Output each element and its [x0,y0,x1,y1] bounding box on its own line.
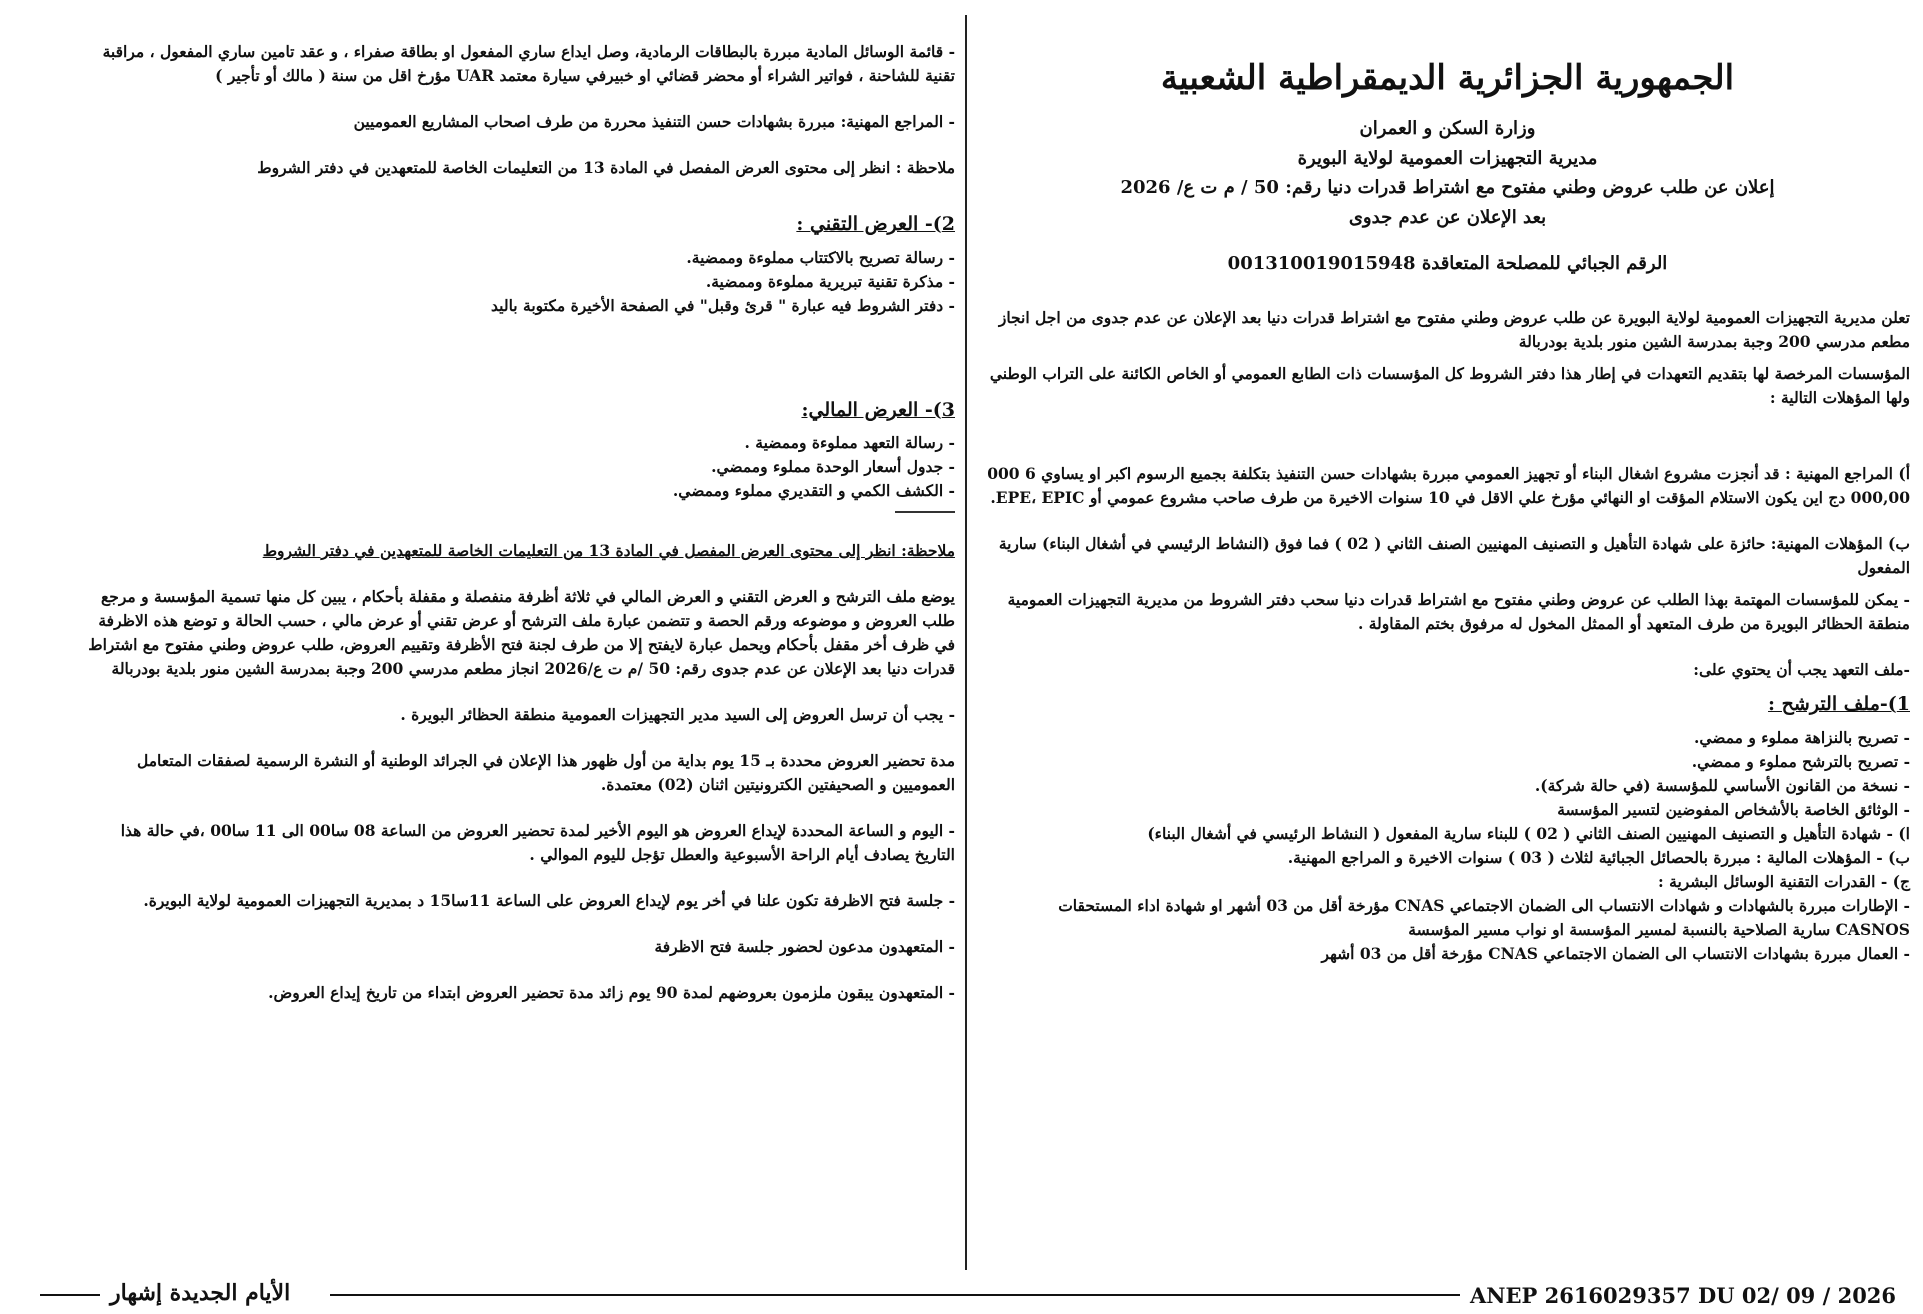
requirement-b: ب) المؤهلات المهنية: حائزة على شهادة التأهيل و التصنيف المهنيين الصنف الثاني ( 02 ) فما فوق (النشاط الرئيسي في أشغال البناء) سارية المفعول [998,534,1910,578]
withdraw-paragraph: - يمكن للمؤسسات المهتمة بهذا الطلب عن عروض وطني مفتوح مع اشتراط قدرات دنيا سحب دفتر الشروط من مديرية التجهيزات العمومية منطقة الحظائر البويرة من طرف المتعهد أو الممثل المخول له مرفوق بختم المقاولة . [1007,590,1910,634]
footer-rule-middle [330,1294,1460,1296]
financial-item-1: - رسالة التعهد مملوءة وممضية . [744,432,955,452]
note-1: ملاحظة : انظر إلى محتوى العرض المفصل في المادة 13 من التعليمات الخاصة للمتعهدين في دفتر الشروط [257,158,955,178]
requirement-a: أ) المراجع المهنية : قد أنجزت مشروع اشغال البناء أو تجهيز العمومي مبررة بشهادات حسن التنفيذ بتكلفة بجميع الرسوم اكبر او يساوي 6 000 000,00 دج اين يكون الاستلام المؤقت او النهائي مؤرخ علي الاقل في 10 سنوات الاخيرة من طرف صاحب مشروع عمومي أو EPE، EPIC. [987,464,1910,508]
technical-item-1: - رسالة تصريح بالاكتتاب مملوءة وممضية. [686,247,955,267]
candidacy-item-1: - تصريح بالنزاهة مملوء و ممضي. [1693,727,1910,747]
professional-references: - المراجع المهنية: مبررة بشهادات حسن التنفيذ محررة من طرف اصحاب المشاريع العموميين [353,112,955,132]
left-column [85,40,955,1013]
offers-validity: - المتعهدون يبقون ملزمون بعروضهم لمدة 90 يوم زائد مدة تحضير العروض ابتداء من تاريخ إيداع العروض. [268,983,955,1003]
technical-item-3: - دفتر الشروط فيه عبارة " قرئ وقبل" في الصفحة الأخيرة مكتوبة باليد [491,295,955,315]
candidacy-item-9: - العمال مبررة بشهادات الانتساب الى الضمان الاجتماعي CNAS مؤرخة أقل من 03 أشهر [1321,943,1910,963]
deadline-paragraph: - اليوم و الساعة المحددة لإيداع العروض هو اليوم الأخير لمدة تحضير العروض من الساعة 08 سا00 الى 11 سا00 ،في حالة هذا التاريخ يصادف أيام الراحة الأسبوعية والعطل تؤجل لليوم الموالي . [120,821,955,865]
intro-paragraph-2: المؤسسات المرخصة لها بتقديم التعهدات في إطار هذا دفتر الشروط كل المؤسسات ذات الطابع العمومي أو الخاص الكائنة على التراب الوطني ولها المؤهلات التالية : [989,364,1910,408]
republic-title: الجمهورية الجزائرية الديمقراطية الشعبية [1160,58,1735,98]
file-must-contain: -ملف التعهد يجب أن يحتوي على: [1693,660,1910,680]
material-means: - قائمة الوسائل المادية مبررة بالبطاقات الرمادية، وصل ايداع ساري المفعول او بطاقة صفراء ، و عقد تامين ساري المفعول ، مراقبة تقنية للشاحنة ، فواتير الشراء أو محضر قضائي او خبيرفي سيارة معتمد UAR مؤرخ اقل من سنة ( مالك أو تأجير ) [102,42,955,86]
footer-rule-left [40,1294,100,1296]
candidacy-item-2: - تصريح بالترشح مملوء و ممضي. [1691,751,1910,771]
candidacy-item-6: ب) - المؤهلات المالية : مبررة بالحصائل الجبائية لثلاث ( 03 ) سنوات الاخيرة و المراجع المهنية. [1287,847,1910,867]
candidacy-item-4: - الوثائق الخاصة بالأشخاص المفوضين لتسير المؤسسة [1557,799,1910,819]
candidacy-item-3: - نسخة من القانون الأساسي للمؤسسة (في حالة شركة). [1534,775,1910,795]
newspaper-name: الأيام الجديدة إشهار [110,1280,291,1306]
column-divider [965,15,967,1270]
preparation-duration: مدة تحضير العروض محددة بـ 15 يوم بداية من أول ظهور هذا الإعلان في الجرائد الوطنية أو النشرة الرسمية لصفقات المتعامل العموميين و الصحيفتين الكترونيتين اثنان (02) معتمدة. [136,751,955,795]
notice-title: إعلان عن طلب عروض وطني مفتوح مع اشتراط قدرات دنيا رقم: 50 / م ت ع/ 2026 [1120,177,1775,199]
opening-session: - جلسة فتح الاظرفة تكون علنا في أخر يوم لإيداع العروض على الساعة 11سا15 د بمديرية التجهيزات العمومية لولاية البويرة. [143,891,955,911]
after-notice: بعد الإعلان عن عدم جدوى [1348,207,1547,229]
financial-offer-heading: 3)- العرض المالي: [801,398,955,421]
tax-id: الرقم الجبائي للمصلحة المتعاقدة 001310019015948 [1227,253,1668,275]
ministry-name: وزارة السكن و العمران [1359,117,1536,139]
candidacy-item-8: - الإطارات مبررة بالشهادات و شهادات الانتساب الى الضمان الاجتماعي CNAS مؤرخة أقل من 03 أشهر او شهادة اداء المستحقات CASNOS سارية الصلاحية بالنسبة لمسير المؤسسة او نواب مسير المؤسسة [1058,895,1910,939]
financial-item-2: - جدول أسعار الوحدة مملوء وممضي. [711,457,955,476]
technical-item-2: - مذكرة تقنية تبريرية مملوءة وممضية. [705,271,955,291]
note-2: ملاحظة: انظر إلى محتوى العرض المفصل في المادة 13 من التعليمات الخاصة للمتعهدين في دفتر الشروط [262,541,955,561]
right-column [985,40,1910,966]
candidacy-heading: 1)-ملف الترشح : [1768,693,1910,716]
intro-paragraph-1: تعلن مديرية التجهيزات العمومية لولاية البويرة عن طلب عروض وطني مفتوح مع اشتراط قدرات دنيا بعد الإعلان عن عدم جدوى من اجل انجاز مطعم مدرسي 200 وجبة بمدرسة الشين منور بلدية بودربالة [998,308,1910,352]
packaging-paragraph: يوضع ملف الترشح و العرض التقني و العرض المالي في ثلاثة أظرفة منفصلة و مقفلة بأحكام ، يبين كل منها تسمية المؤسسة و مرجع طلب العروض و موضوعه ورقم الحصة و تتضمن عبارة ملف الترشح أو عرض تقني أو عرض مالي ، حسب الحالة و توضع هذه الاظرفة في ظرف أخر مقفل بأحكام ويحمل عبارة لايفتح إلا من طرف لجنة فتح الأظرفة وتقييم العروض، طلب عروض وطني مفتوح مع اشتراط قدرات دنيا بعد الإعلان عن عدم جدوى رقم: 50 /م ت ع/2026 انجاز مطعم مدرسي 200 وجبة بمدرسة الشين منور بلدية بودربالة [88,587,955,679]
send-offers: - يجب أن ترسل العروض إلى السيد مدير التجهيزات العمومية منطقة الحظائر البويرة . [400,705,955,725]
anep-reference: ANEP 2616029357 DU 02/ 09 / 2026 [1470,1283,1897,1308]
technical-offer-heading: 2)- العرض التقني : [796,213,955,236]
candidacy-item-5: ا) - شهادة التأهيل و التصنيف المهنيين الصنف الثاني ( 02 ) للبناء سارية المفعول ( النشاط الرئيسي في أشغال البناء) [1147,823,1910,843]
directorate-name: مديرية التجهيزات العمومية لولاية البويرة [1297,147,1598,169]
financial-item-3: - الكشف الكمي و التقديري مملوء وممضي. [672,481,955,501]
bidders-invited: - المتعهدون مدعون لحضور جلسة فتح الاظرفة [654,937,955,957]
candidacy-item-7: ج) - القدرات التقنية الوسائل البشرية : [1658,871,1910,891]
